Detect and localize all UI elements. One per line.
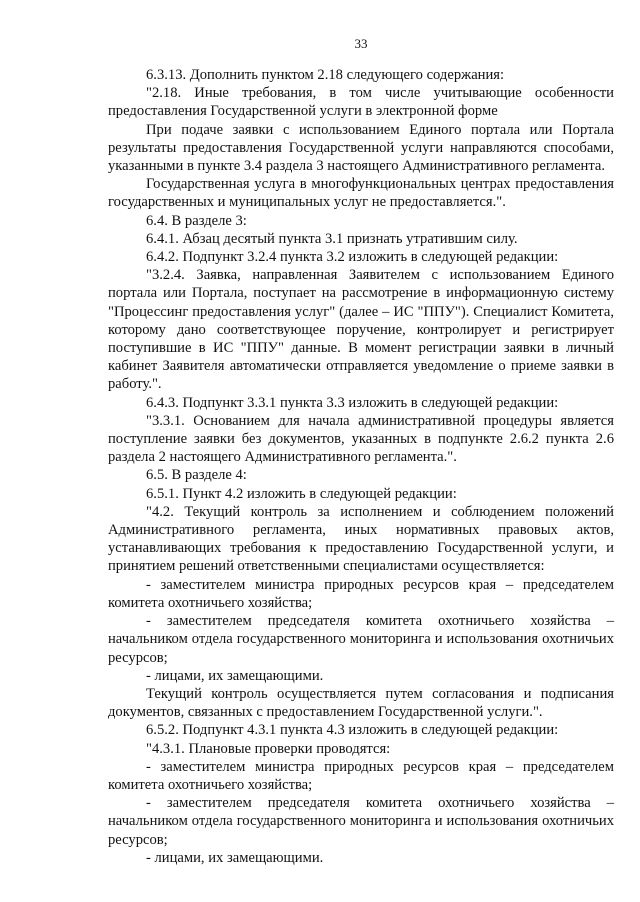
paragraph: Текущий контроль осуществляется путем согласования и подписания документов, связанных с предоставлением Государственной услуги.". xyxy=(108,685,614,721)
paragraph: 6.5.1. Пункт 4.2 изложить в следующей редакции: xyxy=(146,485,457,502)
paragraph: "2.18. Иные требования, в том числе учитывающие особенности предоставления Государственной услуги в электронной форме xyxy=(108,85,614,120)
paragraph: При подаче заявки с использованием Единого портала или Портала результаты предоставления Государственной услуги направляются способами, указанными в пункте 3.4 раздела 3 настоящего Административного регламента. xyxy=(108,121,614,175)
list-item: - заместителем министра природных ресурсов края – председателем комитета охотничьего хозяйства; xyxy=(108,576,614,611)
paragraph: "4.3.1. Плановые проверки проводятся: xyxy=(146,740,391,757)
paragraph: 6.4. В разделе 3: xyxy=(146,212,247,229)
list-item: - заместителем председателя комитета охотничьего хозяйства – начальником отдела государственного мониторинга и использования охотничьих ресурсов; xyxy=(108,795,614,848)
list-item: - заместителем председателя комитета охотничьего хозяйства – начальником отдела государственного мониторинга и использования охотничьих ресурсов; xyxy=(108,613,614,666)
list-item: - лицами, их замещающими. xyxy=(146,667,324,684)
list-item: - лицами, их замещающими. xyxy=(146,849,324,866)
page-number: 33 xyxy=(354,36,368,51)
paragraph: 6.4.3. Подпункт 3.3.1 пункта 3.3 изложить в следующей редакции: xyxy=(146,394,559,411)
paragraph: 6.5.2. Подпункт 4.3.1 пункта 4.3 изложить в следующей редакции: xyxy=(146,722,559,739)
paragraph: "4.2. Текущий контроль за исполнением и соблюдением положений Административного регламента, иных нормативных правовых актов, устанавливающих требования к предоставлению Государственной услуги, и принятием решений ответственными специалистами осуществляется: xyxy=(108,503,614,575)
paragraph: "3.3.1. Основанием для начала административной процедуры является поступление заявки без документов, указанных в подпункте 2.6.2 пункта 2.6 раздела 2 настоящего Административного регламента.". xyxy=(108,412,614,466)
paragraph: 6.4.1. Абзац десятый пункта 3.1 признать утратившим силу. xyxy=(146,230,518,247)
paragraph: "3.2.4. Заявка, направленная Заявителем с использованием Единого портала или Портала, поступает на рассмотрение в информационную систему "Процессинг предоставления услуг" (далее – ИС "ППУ"). Специалист Комитета, которому дано соответствующее поручение, контролирует и регистрирует поступившие в ИС "ППУ" данные. В момент регистрации заявки в личный кабинет Заявителя автоматически отправляется уведомление о приеме заявки в работу.". xyxy=(108,267,614,393)
paragraph: 6.5. В разделе 4: xyxy=(146,467,247,484)
paragraph: 6.3.13. Дополнить пунктом 2.18 следующего содержания: xyxy=(146,67,505,83)
paragraph: 6.4.2. Подпункт 3.2.4 пункта 3.2 изложить в следующей редакции: xyxy=(146,249,559,266)
list-item: - заместителем министра природных ресурсов края – председателем комитета охотничьего хозяйства; xyxy=(108,758,614,793)
paragraph: Государственная услуга в многофункциональных центрах предоставления государственных и муниципальных услуг не предоставляется.". xyxy=(108,176,614,211)
